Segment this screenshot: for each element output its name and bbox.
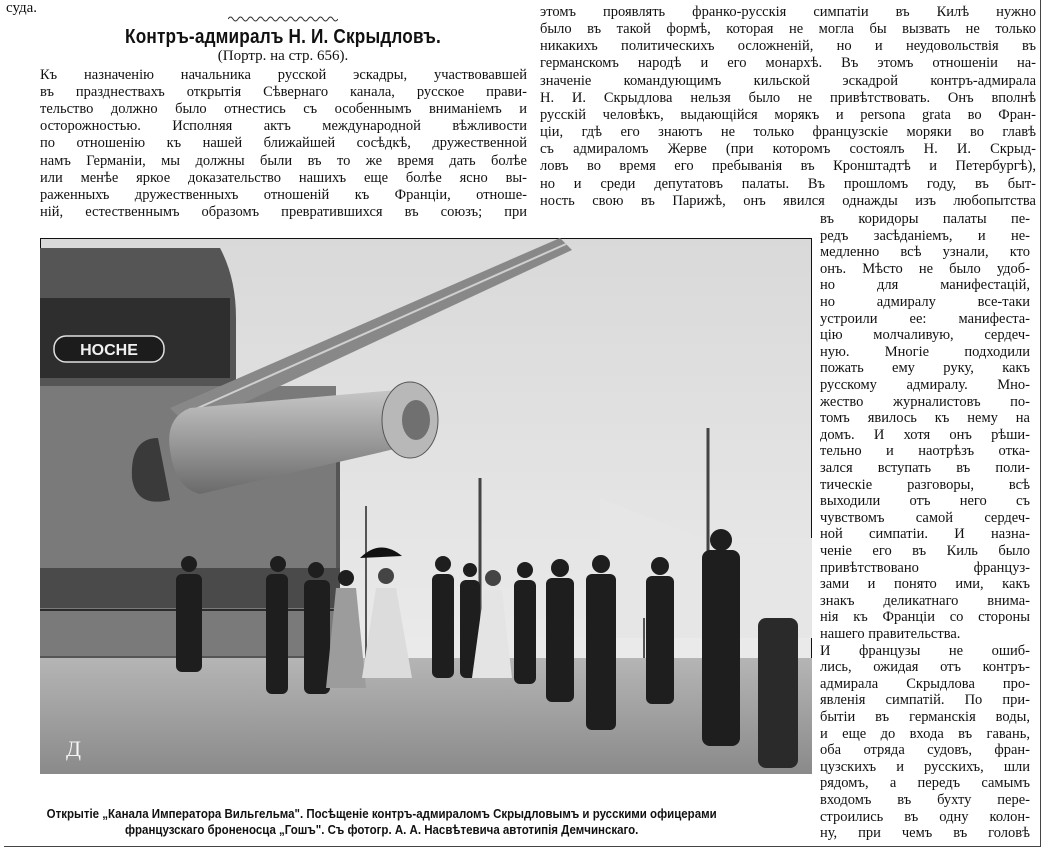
text-line: явленія симпатій. По при- xyxy=(820,692,1030,709)
text-line: ціи, гдѣ его знаютъ не только французскіе моряки во главѣ xyxy=(540,124,1036,141)
text-line: медленно всѣ узнали, кто xyxy=(820,244,1030,261)
text-line: оба отряда судовъ, фран- xyxy=(820,742,1030,759)
text-line: устроили ее: манифеста- xyxy=(820,310,1030,327)
text-line: входомъ въ бухту пере- xyxy=(820,792,1030,808)
text-line: жество журналистовъ по- xyxy=(820,393,1030,410)
text-line: ній, естественнымъ образомъ превратившихся въ союзъ; при xyxy=(40,203,527,220)
text-line: нія къ Франціи со стороны xyxy=(820,609,1030,626)
text-line: германскомъ народѣ и его монархѣ. Въ этомъ отношеніи на- xyxy=(540,55,1036,72)
text-line: рядомъ, а передъ самымъ xyxy=(820,775,1030,792)
ship-deck-photo xyxy=(40,238,812,774)
text-line: намъ Германіи, мы должны были въ то же время дать болѣе xyxy=(40,152,527,169)
text-line: русскій человѣкъ, выдающійся морякъ и persona grata во Фран- xyxy=(540,106,1036,123)
text-line: въ коридоры палаты пе- xyxy=(820,211,1030,227)
photo-caption-line: Открытіе „Канала Императора Вильгельма". Посѣщеніе контръ-адмираломъ Скрыдловымъ и русскими офицерами xyxy=(46,807,717,821)
text-line: или менѣе яркое доказательство нашихъ еще болѣе ясно вы- xyxy=(40,169,527,186)
portrait-reference: (Портр. на стр. 656). xyxy=(217,48,349,64)
article-title: Контръ-адмиралъ Н. И. Скрыдловъ. xyxy=(125,26,441,48)
text-line: ну, при чемъ въ головѣ xyxy=(820,825,1030,842)
ship-nameplate: HOCHE xyxy=(80,342,138,359)
text-line: осторожностью. Исполняя актъ международной вѣжливости xyxy=(40,118,527,135)
text-line: значеніе командующимъ кильской эскадрой контръ-адмирала xyxy=(540,72,1036,89)
text-line: выходили отъ него съ xyxy=(820,493,1030,510)
text-line: тельство должно было отнестись съ особеннымъ вниманіемъ и xyxy=(40,101,527,118)
text-line: русскому адмиралу. Мно- xyxy=(820,377,1030,393)
text-line: Къ назначенію начальника русской эскадры, участвовавшей xyxy=(40,67,527,83)
text-line: было въ такой формѣ, которая не могла бы вызвать не только xyxy=(540,21,1036,38)
text-line: ной симпатіи. И назна- xyxy=(820,526,1030,543)
text-line: тельно и наотрѣзъ отка- xyxy=(820,443,1030,460)
text-line: нашего правительства. xyxy=(820,626,961,642)
text-line: цузскихъ и русскихъ, шли xyxy=(820,758,1030,775)
deck xyxy=(40,658,812,774)
photo-caption-line: французскаго броненосца „Гошъ". Съ фотогр. А. А. Насвѣтевича автотипія Демчинскаго. xyxy=(124,823,639,837)
text-line: по отношенію къ нашей ближайшей сосѣдкѣ, дружественной xyxy=(40,135,527,152)
text-line: этомъ проявлять франко-русскія симпатіи въ Килѣ нужно xyxy=(540,4,1036,20)
title-ornament xyxy=(228,15,338,23)
text-line: ную. Многіе подходили xyxy=(820,343,1030,360)
previous-article-fragment: суда. xyxy=(6,0,38,16)
text-line: чувствомъ самой сердеч- xyxy=(820,509,1030,526)
text-line: томъ явилось къ нему на xyxy=(820,410,1030,427)
text-line: ловъ во время его пребыванія въ Кронштадтѣ и Петербургѣ), xyxy=(540,158,1036,175)
text-line: домъ. И хотя онъ рѣши- xyxy=(820,426,1030,443)
text-line: адмирала Скрыдлова про- xyxy=(820,675,1030,692)
text-line: И французы не ошиб- xyxy=(820,642,1030,659)
artist-monogram: Д xyxy=(66,736,82,761)
text-line: зами и понято ими, какъ xyxy=(820,576,1030,593)
text-line: привѣтствовано француз- xyxy=(820,559,1030,576)
text-line: но и среди депутатовъ палаты. Въ прошломъ году, въ быт- xyxy=(540,175,1036,192)
text-line: лись, ожидая отъ контръ- xyxy=(820,659,1030,676)
text-line: знакъ деликатнаго внима- xyxy=(820,592,1030,609)
text-line: бытіи въ германскія воды, xyxy=(820,709,1030,725)
text-line: но адмиралу все-таки xyxy=(820,294,1030,310)
text-line: никакихъ политическихъ осложненій, но и неудовольствія въ xyxy=(540,38,1036,55)
text-line: ность свою въ Парижѣ, онъ явился однажды изъ любопытства xyxy=(540,192,1036,209)
text-line: онъ. Мѣсто не было удоб- xyxy=(820,260,1030,277)
text-line: съ адмираломъ Жерве (при которомъ состоялъ Н. И. Скрыд- xyxy=(540,141,1036,158)
text-line: Н. И. Скрыдлова нельзя было не привѣтствовать. Онъ вполнѣ xyxy=(540,89,1036,106)
text-line: раженныхъ дружественныхъ отношеній къ Франціи, отноше- xyxy=(40,186,527,203)
text-line: редъ засѣданіемъ, и не- xyxy=(820,227,1030,244)
text-line: зался вступать въ поли- xyxy=(820,460,1030,476)
text-line: цію молчаливую, сердеч- xyxy=(820,327,1030,344)
text-line: строились въ одну колон- xyxy=(820,808,1030,825)
text-line: и еще до входа въ гавань, xyxy=(820,725,1030,742)
text-line: въ празднествахъ открытія Сѣвернаго канала, русское прави- xyxy=(40,84,527,101)
text-line: но для манифестацій, xyxy=(820,277,1030,294)
text-line: ченіе его въ Киль было xyxy=(820,543,1030,559)
text-line: тическіе разговоры, всѣ xyxy=(820,476,1030,493)
text-line: пожать ему руку, какъ xyxy=(820,360,1030,377)
